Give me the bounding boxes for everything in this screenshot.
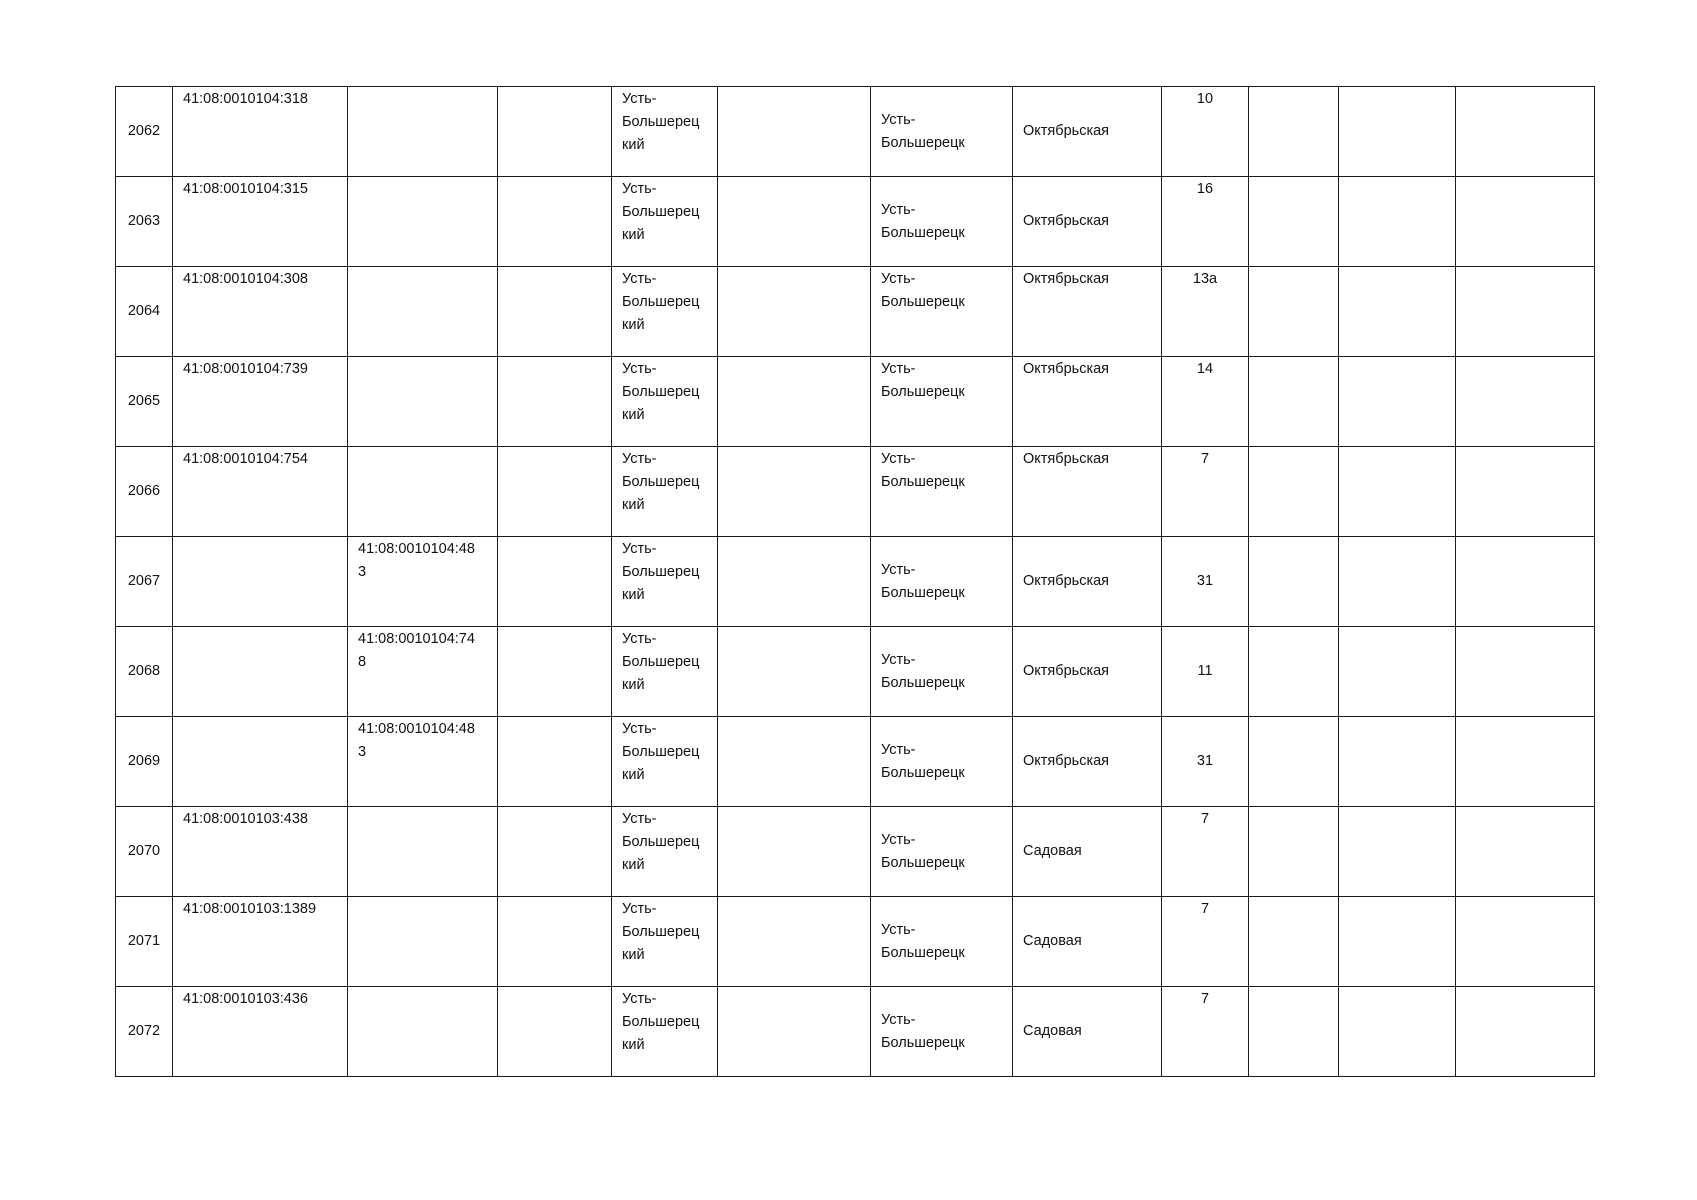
empty-cell xyxy=(1339,177,1456,267)
table-row xyxy=(116,87,1595,177)
empty-cell xyxy=(1456,987,1595,1077)
empty-cell xyxy=(1456,87,1595,177)
district-text: Усть- Большерец кий xyxy=(622,271,700,333)
street-text: Садовая xyxy=(1023,933,1082,949)
street-cell xyxy=(1013,267,1162,357)
table-row xyxy=(116,807,1595,897)
empty-cell xyxy=(1249,537,1339,627)
house-number-cell xyxy=(1162,807,1249,897)
empty-cell xyxy=(498,807,612,897)
empty-cell xyxy=(498,627,612,717)
empty-cell xyxy=(1456,267,1595,357)
district-cell xyxy=(612,987,718,1077)
street-text: Садовая xyxy=(1023,1023,1082,1039)
settlement-cell xyxy=(871,177,1013,267)
house-number-cell xyxy=(1162,987,1249,1077)
street-cell xyxy=(1013,537,1162,627)
empty-cell xyxy=(498,87,612,177)
street-cell xyxy=(1013,177,1162,267)
street-text: Садовая xyxy=(1023,843,1082,859)
table-row xyxy=(116,537,1595,627)
cadastral-building-text: 41:08:0010104:48 3 xyxy=(358,721,475,760)
district-text: Усть- Большерец кий xyxy=(622,541,700,603)
cadastral-land-cell xyxy=(173,447,348,537)
district-text: Усть- Большерец кий xyxy=(622,991,700,1053)
empty-cell xyxy=(718,717,871,807)
street-cell xyxy=(1013,807,1162,897)
cadastral-land-cell xyxy=(173,177,348,267)
cadastral-land-cell xyxy=(173,987,348,1077)
empty-cell xyxy=(1339,537,1456,627)
empty-cell xyxy=(1249,627,1339,717)
cadastral-land-cell xyxy=(173,807,348,897)
district-cell xyxy=(612,177,718,267)
row-number-cell xyxy=(116,357,173,447)
house-number-cell xyxy=(1162,357,1249,447)
empty-cell xyxy=(1456,627,1595,717)
empty-cell xyxy=(1339,357,1456,447)
empty-cell xyxy=(718,807,871,897)
settlement-cell xyxy=(871,807,1013,897)
cadastral-building-cell xyxy=(348,807,498,897)
settlement-text: Усть- Большерецк xyxy=(881,361,965,400)
cadastral-land-cell xyxy=(173,717,348,807)
empty-cell xyxy=(718,87,871,177)
row-number-text: 2067 xyxy=(127,573,161,589)
empty-cell xyxy=(1339,897,1456,987)
cadastral-land-cell xyxy=(173,537,348,627)
settlement-cell xyxy=(871,267,1013,357)
empty-cell xyxy=(718,627,871,717)
settlement-text: Усть- Большерецк xyxy=(881,651,965,691)
district-cell xyxy=(612,357,718,447)
street-cell xyxy=(1013,987,1162,1077)
street-cell xyxy=(1013,627,1162,717)
empty-cell xyxy=(1249,87,1339,177)
street-text: Октябрьская xyxy=(1023,573,1110,589)
empty-cell xyxy=(1456,897,1595,987)
district-cell xyxy=(612,717,718,807)
empty-cell xyxy=(718,987,871,1077)
empty-cell xyxy=(1249,447,1339,537)
row-number-text: 2063 xyxy=(127,213,161,229)
table-row xyxy=(116,717,1595,807)
house-number-text: 11 xyxy=(1197,663,1213,679)
cadastral-building-cell xyxy=(348,717,498,807)
row-number-cell xyxy=(116,807,173,897)
empty-cell xyxy=(1339,87,1456,177)
empty-cell xyxy=(498,357,612,447)
empty-cell xyxy=(498,537,612,627)
empty-cell xyxy=(1249,357,1339,447)
empty-cell xyxy=(1249,987,1339,1077)
row-number-text: 2065 xyxy=(127,393,161,409)
cadastral-land-text: 41:08:0010104:739 xyxy=(183,361,308,377)
empty-cell xyxy=(718,357,871,447)
cadastral-land-text: 41:08:0010104:754 xyxy=(183,451,308,467)
empty-cell xyxy=(1339,807,1456,897)
settlement-cell xyxy=(871,987,1013,1077)
house-number-text: 16 xyxy=(1196,181,1214,197)
empty-cell xyxy=(1339,627,1456,717)
house-number-cell xyxy=(1162,537,1249,627)
cadastral-building-text: 41:08:0010104:48 3 xyxy=(358,541,475,580)
settlement-text: Усть- Большерецк xyxy=(881,271,965,310)
table-row xyxy=(116,357,1595,447)
cadastral-land-cell xyxy=(173,267,348,357)
row-number-text: 2062 xyxy=(127,123,161,139)
house-number-cell xyxy=(1162,717,1249,807)
street-text: Октябрьская xyxy=(1023,451,1110,467)
house-number-cell xyxy=(1162,267,1249,357)
settlement-text: Усть- Большерецк xyxy=(881,831,965,871)
empty-cell xyxy=(1456,177,1595,267)
row-number-text: 2072 xyxy=(127,1023,161,1039)
house-number-cell xyxy=(1162,447,1249,537)
empty-cell xyxy=(1456,537,1595,627)
empty-cell xyxy=(1339,447,1456,537)
street-text: Октябрьская xyxy=(1023,753,1110,769)
cadastral-land-text: 41:08:0010104:308 xyxy=(183,271,308,287)
empty-cell xyxy=(1249,717,1339,807)
empty-cell xyxy=(498,897,612,987)
registry-table xyxy=(115,86,1595,1077)
empty-cell xyxy=(718,537,871,627)
house-number-text: 31 xyxy=(1196,573,1214,589)
cadastral-land-text: 41:08:0010103:438 xyxy=(183,811,308,827)
row-number-text: 2066 xyxy=(127,483,161,499)
empty-cell xyxy=(498,987,612,1077)
row-number-text: 2071 xyxy=(127,933,161,949)
district-cell xyxy=(612,897,718,987)
empty-cell xyxy=(498,447,612,537)
district-text: Усть- Большерец кий xyxy=(622,361,700,423)
cadastral-land-cell xyxy=(173,897,348,987)
cadastral-building-text: 41:08:0010104:74 8 xyxy=(358,631,475,670)
empty-cell xyxy=(1249,807,1339,897)
row-number-text: 2070 xyxy=(127,843,161,859)
street-cell xyxy=(1013,897,1162,987)
table-row xyxy=(116,987,1595,1077)
empty-cell xyxy=(1249,897,1339,987)
row-number-cell xyxy=(116,987,173,1077)
street-text: Октябрьская xyxy=(1023,361,1110,377)
settlement-text: Усть- Большерецк xyxy=(881,201,965,241)
cadastral-building-cell xyxy=(348,627,498,717)
table-row xyxy=(116,267,1595,357)
empty-cell xyxy=(1456,447,1595,537)
cadastral-land-cell xyxy=(173,357,348,447)
district-cell xyxy=(612,87,718,177)
cadastral-building-cell xyxy=(348,987,498,1077)
empty-cell xyxy=(1249,267,1339,357)
district-text: Усть- Большерец кий xyxy=(622,451,700,513)
row-number-cell xyxy=(116,717,173,807)
empty-cell xyxy=(1339,267,1456,357)
empty-cell xyxy=(718,897,871,987)
row-number-cell xyxy=(116,267,173,357)
district-text: Усть- Большерец кий xyxy=(622,901,700,963)
settlement-text: Усть- Большерецк xyxy=(881,561,965,601)
street-cell xyxy=(1013,447,1162,537)
district-text: Усть- Большерец кий xyxy=(622,181,700,243)
street-cell xyxy=(1013,357,1162,447)
house-number-cell xyxy=(1162,897,1249,987)
cadastral-land-text: 41:08:0010104:318 xyxy=(183,91,308,107)
street-text: Октябрьская xyxy=(1023,663,1110,679)
empty-cell xyxy=(718,447,871,537)
settlement-text: Усть- Большерецк xyxy=(881,921,965,961)
house-number-text: 7 xyxy=(1200,811,1210,827)
row-number-text: 2069 xyxy=(127,753,161,769)
house-number-text: 7 xyxy=(1200,901,1210,917)
house-number-cell xyxy=(1162,627,1249,717)
street-text: Октябрьская xyxy=(1023,213,1110,229)
row-number-cell xyxy=(116,87,173,177)
row-number-cell xyxy=(116,447,173,537)
district-text: Усть- Большерец кий xyxy=(622,721,700,783)
house-number-text: 7 xyxy=(1200,991,1210,1007)
house-number-text: 13а xyxy=(1192,271,1218,287)
empty-cell xyxy=(1456,357,1595,447)
row-number-cell xyxy=(116,627,173,717)
house-number-text: 7 xyxy=(1200,451,1210,467)
cadastral-land-cell xyxy=(173,627,348,717)
district-cell xyxy=(612,627,718,717)
row-number-cell xyxy=(116,177,173,267)
district-text: Усть- Большерец кий xyxy=(622,631,700,693)
table-row xyxy=(116,177,1595,267)
empty-cell xyxy=(498,177,612,267)
empty-cell xyxy=(1456,717,1595,807)
settlement-cell xyxy=(871,357,1013,447)
empty-cell xyxy=(718,267,871,357)
cadastral-land-cell xyxy=(173,87,348,177)
empty-cell xyxy=(498,267,612,357)
district-text: Усть- Большерец кий xyxy=(622,811,700,873)
empty-cell xyxy=(1339,987,1456,1077)
street-cell xyxy=(1013,87,1162,177)
house-number-text: 10 xyxy=(1196,91,1214,107)
cadastral-building-cell xyxy=(348,177,498,267)
street-text: Октябрьская xyxy=(1023,271,1110,287)
row-number-cell xyxy=(116,897,173,987)
table-row xyxy=(116,627,1595,717)
row-number-text: 2064 xyxy=(127,303,161,319)
cadastral-building-cell xyxy=(348,447,498,537)
cadastral-land-text: 41:08:0010103:1389 xyxy=(183,901,317,917)
district-cell xyxy=(612,807,718,897)
house-number-cell xyxy=(1162,177,1249,267)
empty-cell xyxy=(718,177,871,267)
settlement-text: Усть- Большерецк xyxy=(881,1011,965,1051)
settlement-cell xyxy=(871,717,1013,807)
district-cell xyxy=(612,537,718,627)
cadastral-building-cell xyxy=(348,87,498,177)
table-row xyxy=(116,447,1595,537)
settlement-text: Усть- Большерецк xyxy=(881,741,965,781)
settlement-text: Усть- Большерецк xyxy=(881,451,965,490)
district-cell xyxy=(612,267,718,357)
row-number-text: 2068 xyxy=(127,663,161,679)
house-number-text: 14 xyxy=(1196,361,1214,377)
cadastral-land-text: 41:08:0010103:436 xyxy=(183,991,308,1007)
house-number-text: 31 xyxy=(1196,753,1214,769)
empty-cell xyxy=(1249,177,1339,267)
settlement-cell xyxy=(871,897,1013,987)
cadastral-building-cell xyxy=(348,357,498,447)
cadastral-building-cell xyxy=(348,267,498,357)
street-cell xyxy=(1013,717,1162,807)
table-row xyxy=(116,897,1595,987)
table-body xyxy=(116,87,1595,1077)
house-number-cell xyxy=(1162,87,1249,177)
district-text: Усть- Большерец кий xyxy=(622,91,700,153)
cadastral-building-cell xyxy=(348,537,498,627)
district-cell xyxy=(612,447,718,537)
empty-cell xyxy=(1339,717,1456,807)
empty-cell xyxy=(1456,807,1595,897)
street-text: Октябрьская xyxy=(1023,123,1110,139)
empty-cell xyxy=(498,717,612,807)
settlement-cell xyxy=(871,537,1013,627)
settlement-cell xyxy=(871,87,1013,177)
cadastral-land-text: 41:08:0010104:315 xyxy=(183,181,308,197)
settlement-cell xyxy=(871,447,1013,537)
row-number-cell xyxy=(116,537,173,627)
settlement-cell xyxy=(871,627,1013,717)
settlement-text: Усть- Большерецк xyxy=(881,111,965,151)
cadastral-building-cell xyxy=(348,897,498,987)
